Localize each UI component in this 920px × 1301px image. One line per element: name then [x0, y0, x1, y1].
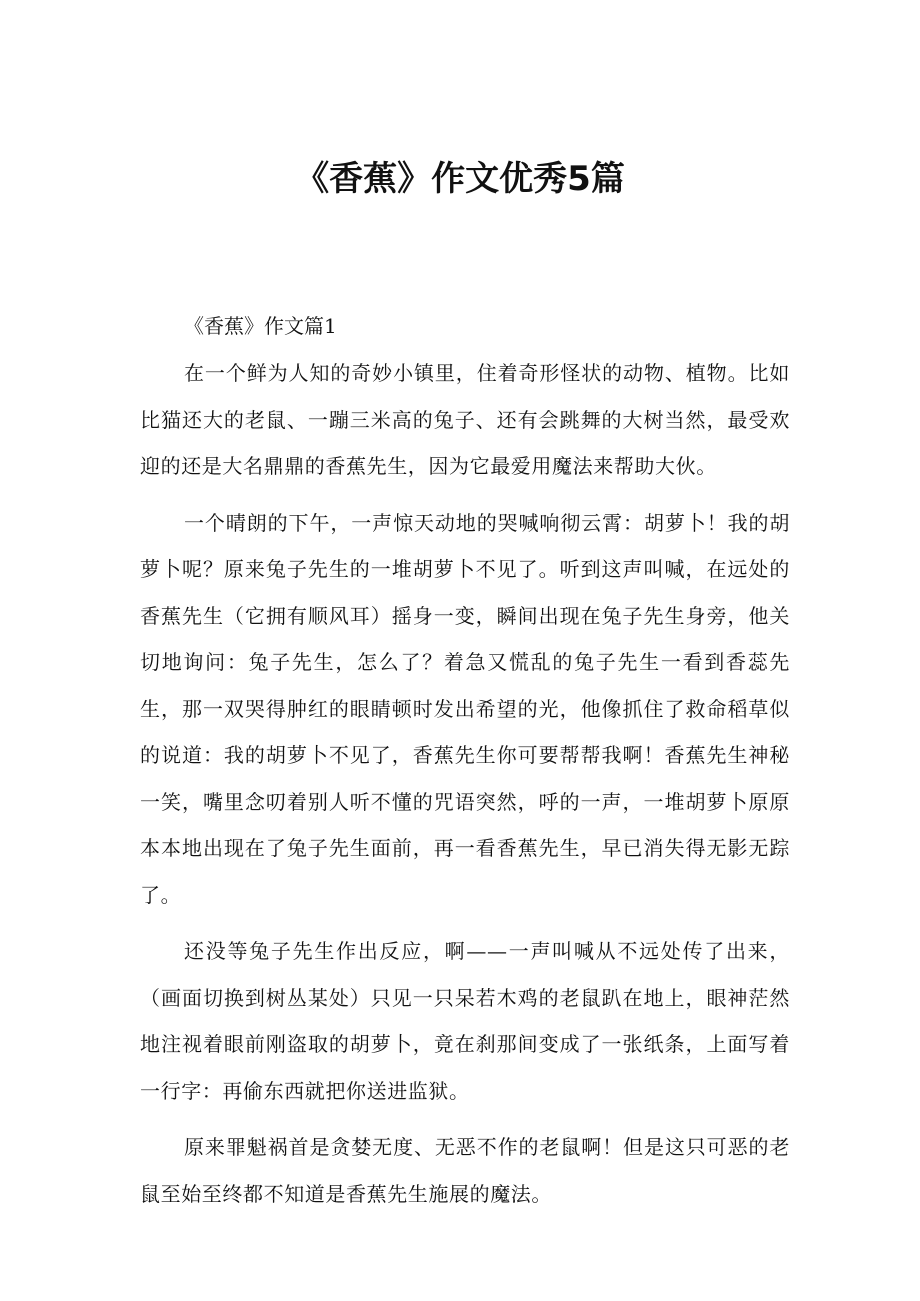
paragraph-4: 原来罪魁祸首是贪婪无度、无恶不作的老鼠啊！但是这只可恶的老鼠至始至终都不知道是香蕉先生施展的魔法。: [140, 1135, 790, 1206]
section-heading: 《香蕉》作文篇1: [184, 314, 337, 338]
document-title: 《香蕉》作文优秀5篇: [295, 159, 625, 199]
paragraph-2: 一个晴朗的下午，一声惊天动地的哭喊响彻云霄：胡萝卜！我的胡萝卜呢？原来兔子先生的一堆胡萝卜不见了。听到这声叫喊，在远处的香蕉先生（它拥有顺风耳）摇身一变，瞬间出现在兔子先生身旁，他关切地询问：兔子先生，怎么了？着急又慌乱的兔子先生一看到香蕊先生，那一双哭得肿红的眼睛顿时发出希望的光，他像抓住了救命稻草似的说道：我的胡萝卜不见了，香蕉先生你可要帮帮我啊！香蕉先生神秘一笑，嘴里念叨着别人听不懂的咒语突然，呼的一声，一堆胡萝卜原原本本地出现在了兔子先生面前，再一看香蕉先生，早已消失得无影无踪了。: [140, 510, 790, 907]
paragraph-3: 还没等兔子先生作出反应，啊——一声叫喊从不远处传了出来，（画面切换到树丛某处）只见一只呆若木鸡的老鼠趴在地上，眼神茫然地注视着眼前刚盗取的胡萝卜，竟在刹那间变成了一张纸条，上面写着一行字：再偷东西就把你送进监狱。: [140, 939, 790, 1103]
paragraph-1: 在一个鲜为人知的奇妙小镇里，住着奇形怪状的动物、植物。比如比猫还大的老鼠、一蹦三米高的兔子、还有会跳舞的大树当然，最受欢迎的还是大名鼎鼎的香蕉先生，因为它最爱用魔法来帮助大伙。: [140, 361, 790, 478]
essay-body: [140, 350, 790, 1227]
